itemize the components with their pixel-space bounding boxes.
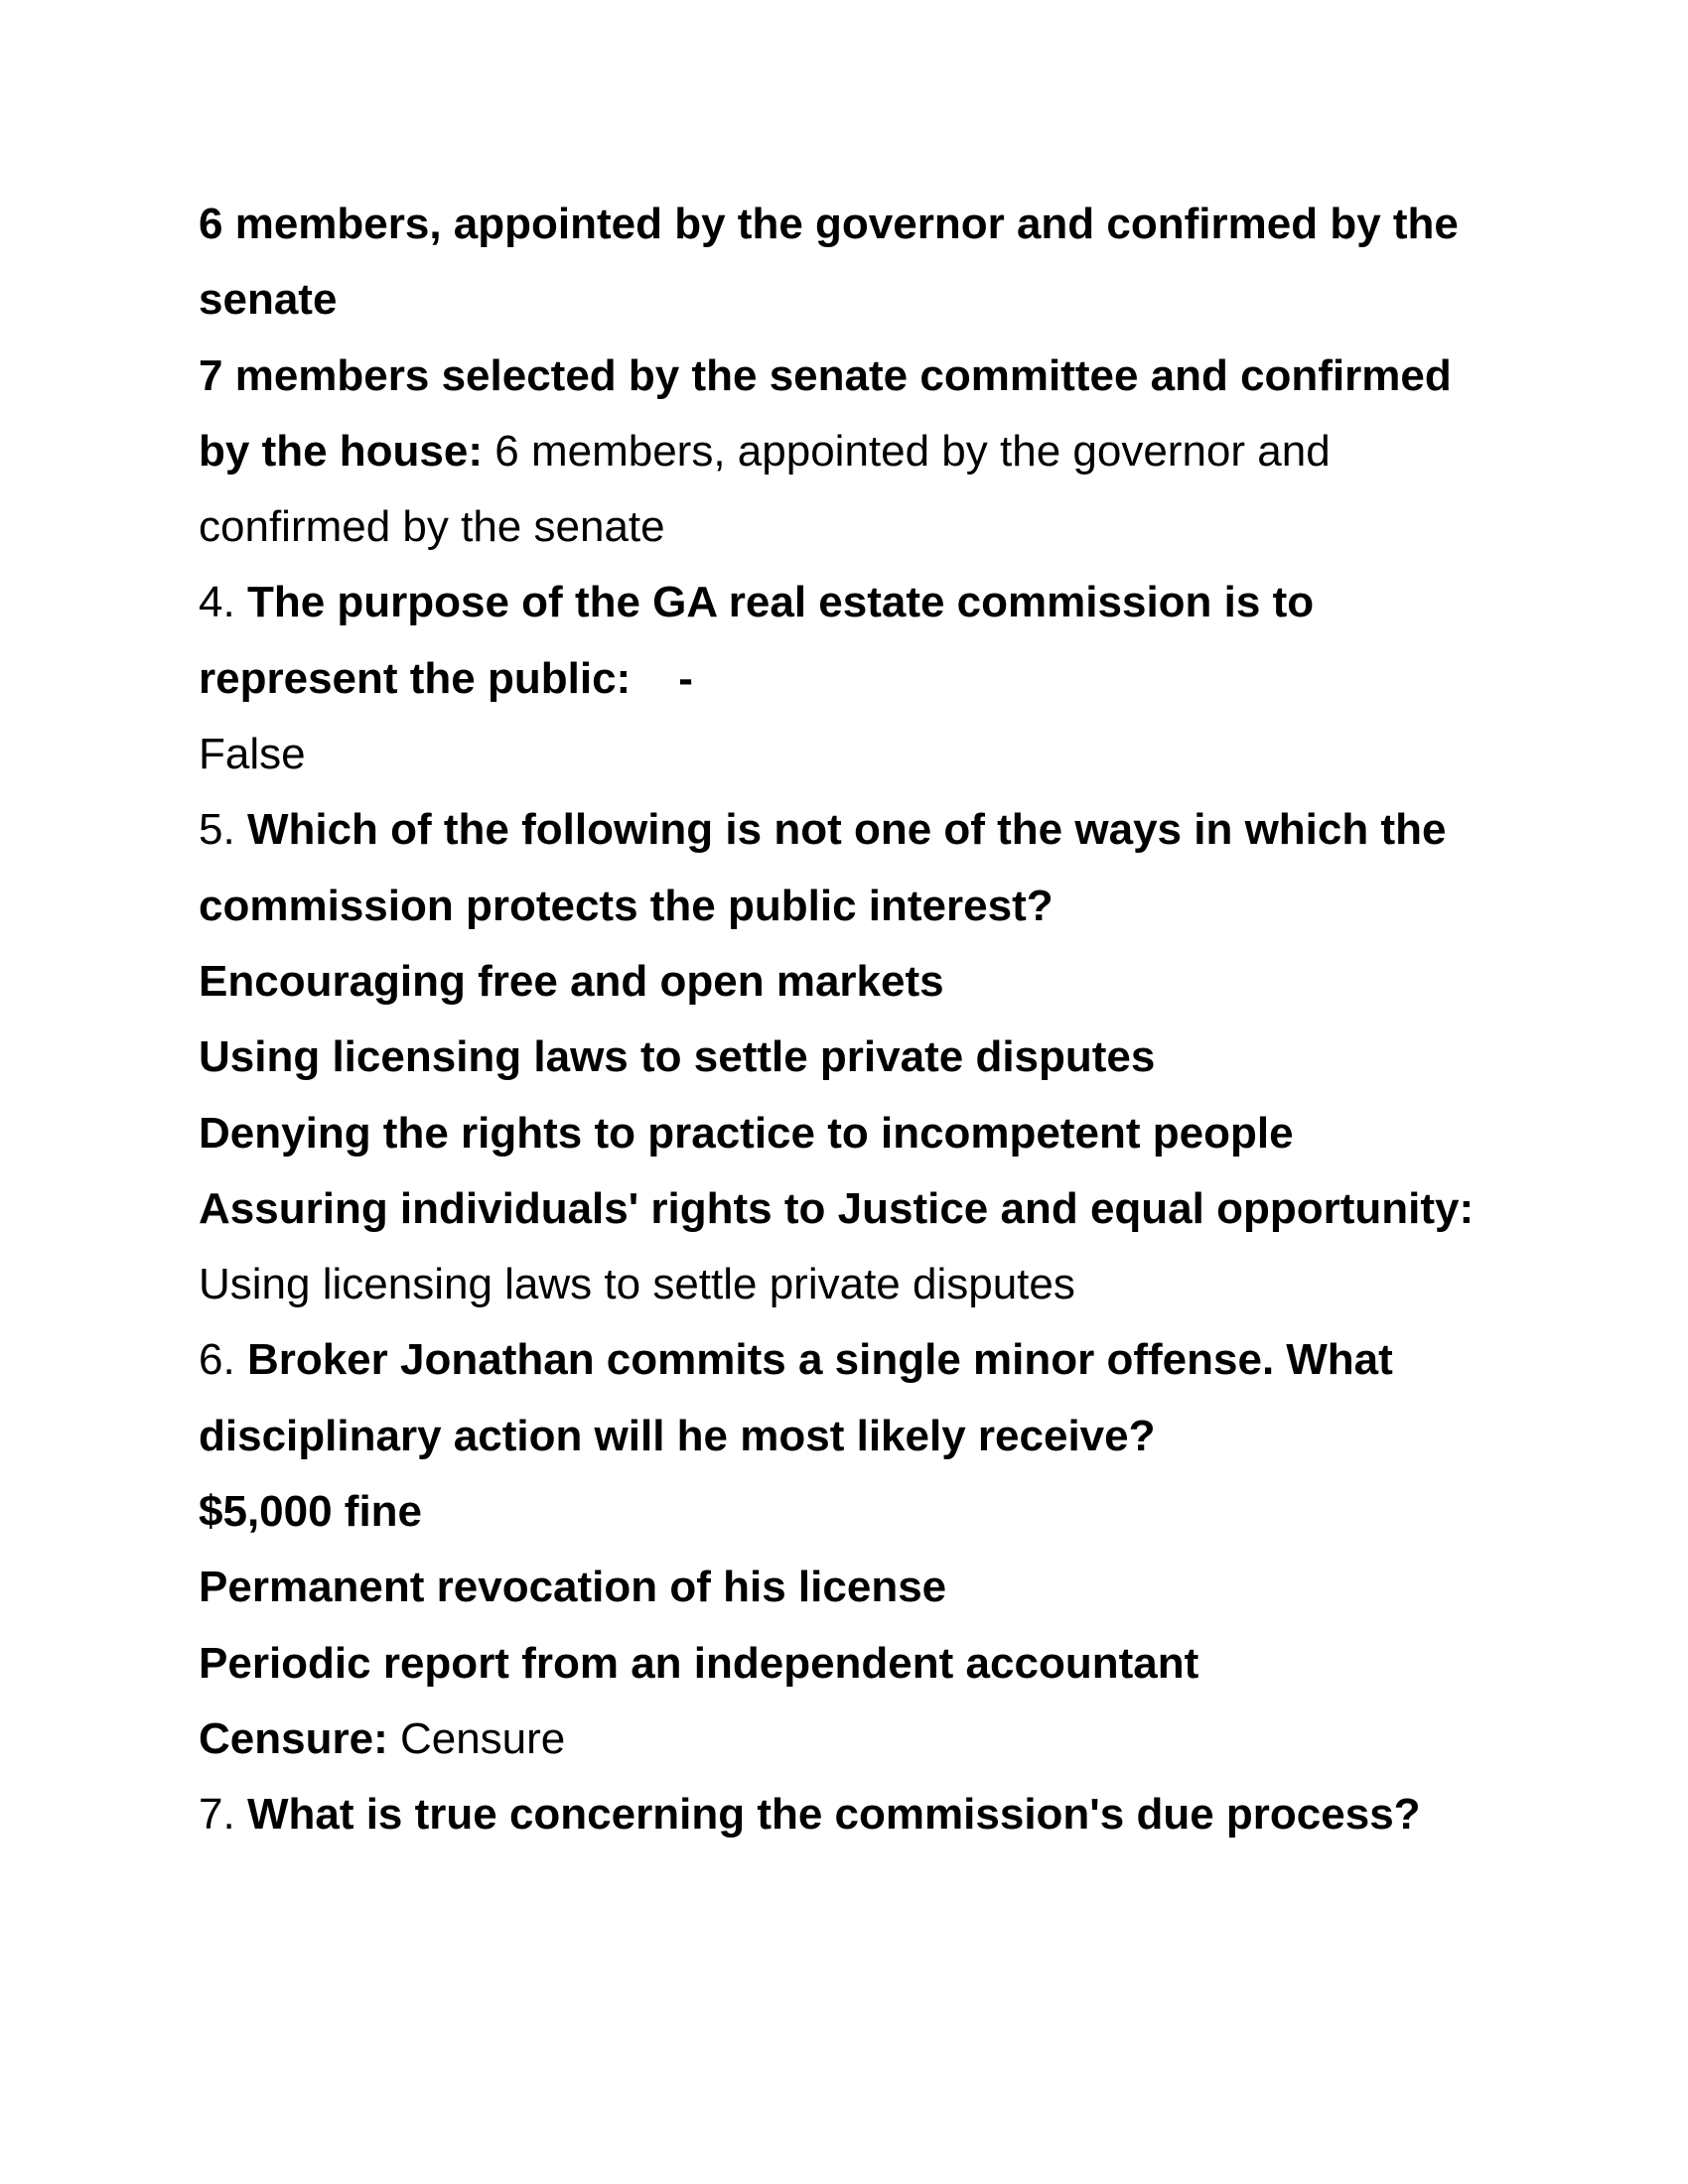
q3-option-2-line-2 [199, 414, 1509, 489]
q3-option-2-line-1: 7 members selected by the senate committee and confirmed [199, 350, 1452, 400]
q4-dash: - [678, 653, 693, 703]
q3-answer-line-2: confirmed by the senate [199, 502, 665, 552]
document-body [199, 187, 1509, 1853]
q5-question-line-1 [199, 792, 1509, 868]
q6-option-1: $5,000 fine [199, 1487, 423, 1537]
q6-answer: Censure [399, 1713, 566, 1763]
q6-question-text-1a: Broker Jonathan commits a single minor offense. [246, 1335, 1275, 1385]
q6-question-line-2: disciplinary action will he most likely receive? [199, 1411, 1156, 1460]
q4-number: 4. [199, 578, 235, 627]
q5-option-1: Encouraging free and open markets [199, 956, 944, 1006]
q4-question-text-1: The purpose of the GA real estate commission is to [246, 578, 1315, 627]
q6-option-4-line [199, 1702, 1509, 1777]
q7-question-text: What is true concerning the commission's due process? [246, 1790, 1421, 1840]
q5-answer: Using licensing laws to settle private disputes [199, 1260, 1075, 1309]
q4-question-text-2: represent the public: [199, 653, 632, 703]
q6-option-3: Periodic report from an independent accountant [199, 1638, 1199, 1688]
q3-answer-line-1: 6 members, appointed by the governor and [494, 426, 1331, 476]
q5-number: 5. [199, 805, 235, 855]
q4-answer: False [199, 730, 306, 779]
q5-question-text-1: Which of the following is not one of the ways in which the [246, 805, 1447, 855]
q5-option-3: Denying the rights to practice to incompetent people [199, 1108, 1294, 1158]
q5-option-2: Using licensing laws to settle private disputes [199, 1032, 1156, 1082]
q6-option-2: Permanent revocation of his license [199, 1563, 947, 1612]
q4-question-line-2 [199, 641, 1509, 717]
q5-question-line-2: commission protects the public interest? [199, 881, 1054, 930]
q5-option-4: Assuring individuals' rights to Justice and equal opportunity: [199, 1183, 1475, 1233]
q6-option-4: Censure: [199, 1713, 388, 1763]
q6-number: 6. [199, 1335, 235, 1385]
q6-question-line-1 [199, 1322, 1509, 1398]
q7-question-line [199, 1777, 1509, 1852]
q3-option-1-line-1: 6 members, appointed by the governor and confirmed by the [199, 200, 1459, 248]
q6-question-text-1b: What [1286, 1335, 1393, 1385]
q3-option-2-term: by the house: [199, 426, 484, 476]
q3-option-1-line-2: senate [199, 275, 338, 325]
q7-number: 7. [199, 1790, 235, 1840]
q4-question-line-1 [199, 565, 1509, 640]
